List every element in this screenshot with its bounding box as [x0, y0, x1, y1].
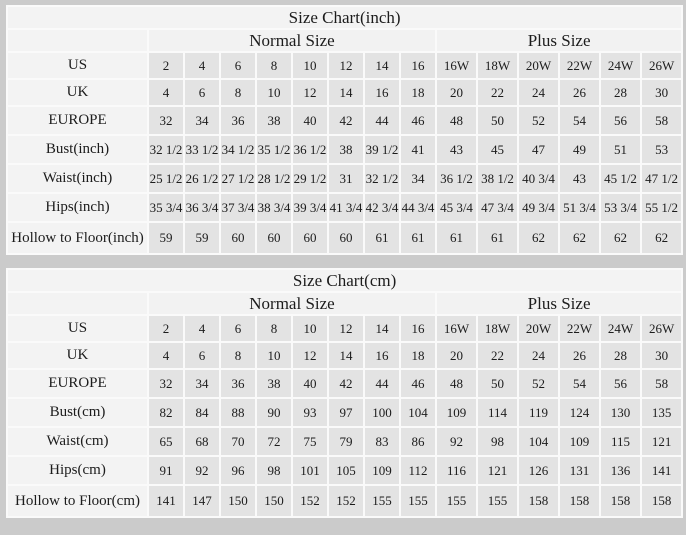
size-cell: 59: [185, 223, 219, 253]
size-cell: 26: [560, 80, 599, 105]
size-cell: 44: [365, 370, 399, 397]
row-label: US: [8, 316, 147, 341]
size-cell: 90: [257, 399, 291, 426]
size-cell: 34: [185, 370, 219, 397]
table-title-cm: Size Chart(cm): [8, 270, 681, 291]
size-cell: 121: [642, 428, 681, 455]
size-cell: 50: [478, 370, 517, 397]
size-cell: 59: [149, 223, 183, 253]
size-cell: 10: [293, 53, 327, 78]
row-label: Hips(inch): [8, 194, 147, 221]
size-cell: 91: [149, 457, 183, 484]
size-cell: 55 1/2: [642, 194, 681, 221]
table-row: [8, 136, 681, 163]
table-row: [8, 107, 681, 134]
size-cell: 54: [560, 107, 599, 134]
size-cell: 10: [257, 80, 291, 105]
size-cell: 43: [560, 165, 599, 192]
size-cell: 8: [257, 53, 291, 78]
normal-size-header: Normal Size: [149, 30, 435, 51]
size-cell: 34: [185, 107, 219, 134]
size-cell: 130: [601, 399, 640, 426]
size-cell: 22W: [560, 316, 599, 341]
size-cell: 28 1/2: [257, 165, 291, 192]
table-row: [8, 486, 681, 516]
size-cell: 22: [478, 80, 517, 105]
row-label: EUROPE: [8, 107, 147, 134]
size-cell: 119: [519, 399, 558, 426]
size-cell: 158: [601, 486, 640, 516]
size-cell: 16: [365, 80, 399, 105]
plus-size-header: Plus Size: [437, 30, 681, 51]
size-cell: 155: [401, 486, 435, 516]
size-cell: 51: [601, 136, 640, 163]
table-row: [8, 165, 681, 192]
size-cell: 38: [257, 107, 291, 134]
size-cell: 8: [257, 316, 291, 341]
row-label: Waist(inch): [8, 165, 147, 192]
size-cell: 72: [257, 428, 291, 455]
size-cell: 36 1/2: [437, 165, 476, 192]
size-cell: 121: [478, 457, 517, 484]
size-cell: 32: [149, 107, 183, 134]
size-cell: 30: [642, 80, 681, 105]
size-cell: 4: [149, 80, 183, 105]
size-cell: 46: [401, 107, 435, 134]
size-chart-page: [0, 5, 686, 535]
size-cell: 34 1/2: [221, 136, 255, 163]
size-cell: 65: [149, 428, 183, 455]
size-cell: 98: [257, 457, 291, 484]
size-cell: 60: [257, 223, 291, 253]
size-cell: 155: [478, 486, 517, 516]
size-cell: 141: [642, 457, 681, 484]
size-cell: 97: [329, 399, 363, 426]
size-cell: 61: [365, 223, 399, 253]
size-cell: 35 1/2: [257, 136, 291, 163]
size-cell: 28: [601, 80, 640, 105]
size-cell: 48: [437, 370, 476, 397]
size-cell: 28: [601, 343, 640, 368]
size-cell: 96: [221, 457, 255, 484]
size-cell: 6: [185, 80, 219, 105]
row-label: Bust(inch): [8, 136, 147, 163]
size-cell: 53: [642, 136, 681, 163]
table-row: [8, 53, 681, 78]
size-cell: 14: [365, 53, 399, 78]
size-cell: 39 1/2: [365, 136, 399, 163]
size-cell: 26 1/2: [185, 165, 219, 192]
size-cell: 27 1/2: [221, 165, 255, 192]
size-cell: 16: [401, 316, 435, 341]
size-cell: 14: [365, 316, 399, 341]
size-cell: 22W: [560, 53, 599, 78]
size-cell: 32 1/2: [149, 136, 183, 163]
size-cell: 38 3/4: [257, 194, 291, 221]
table-row: [8, 399, 681, 426]
size-cell: 44 3/4: [401, 194, 435, 221]
size-cell: 20: [437, 80, 476, 105]
table-row: [8, 316, 681, 341]
size-cell: 56: [601, 107, 640, 134]
size-cell: 20W: [519, 316, 558, 341]
size-cell: 150: [257, 486, 291, 516]
size-cell: 12: [329, 53, 363, 78]
size-cell: 62: [601, 223, 640, 253]
size-cell: 41 3/4: [329, 194, 363, 221]
size-cell: 58: [642, 370, 681, 397]
size-cell: 12: [293, 80, 327, 105]
size-cell: 147: [185, 486, 219, 516]
row-label: Hollow to Floor(inch): [8, 223, 147, 253]
size-table-body: [8, 316, 681, 516]
size-cell: 46: [401, 370, 435, 397]
size-cell: 32: [149, 370, 183, 397]
size-cell: 31: [329, 165, 363, 192]
size-cell: 155: [437, 486, 476, 516]
size-cell: 114: [478, 399, 517, 426]
size-cell: 45 3/4: [437, 194, 476, 221]
size-cell: 2: [149, 316, 183, 341]
size-cell: 158: [560, 486, 599, 516]
size-cell: 47 1/2: [642, 165, 681, 192]
size-cell: 60: [329, 223, 363, 253]
size-cell: 61: [478, 223, 517, 253]
size-cell: 36: [221, 370, 255, 397]
size-cell: 136: [601, 457, 640, 484]
size-cell: 4: [149, 343, 183, 368]
size-cell: 18: [401, 80, 435, 105]
size-cell: 18W: [478, 53, 517, 78]
size-cell: 24: [519, 343, 558, 368]
size-cell: 39 3/4: [293, 194, 327, 221]
size-cell: 14: [329, 80, 363, 105]
size-cell: 104: [519, 428, 558, 455]
size-cell: 33 1/2: [185, 136, 219, 163]
table-row: [8, 428, 681, 455]
size-cell: 2: [149, 53, 183, 78]
size-cell: 135: [642, 399, 681, 426]
row-label: Bust(cm): [8, 399, 147, 426]
size-cell: 58: [642, 107, 681, 134]
size-cell: 50: [478, 107, 517, 134]
size-cell: 20W: [519, 53, 558, 78]
size-cell: 88: [221, 399, 255, 426]
size-cell: 42 3/4: [365, 194, 399, 221]
size-cell: 141: [149, 486, 183, 516]
size-cell: 35 3/4: [149, 194, 183, 221]
size-cell: 32 1/2: [365, 165, 399, 192]
size-cell: 92: [185, 457, 219, 484]
size-cell: 61: [437, 223, 476, 253]
size-cell: 62: [560, 223, 599, 253]
size-cell: 158: [642, 486, 681, 516]
row-label: US: [8, 53, 147, 78]
size-cell: 155: [365, 486, 399, 516]
size-cell: 10: [293, 316, 327, 341]
size-cell: 60: [293, 223, 327, 253]
size-cell: 93: [293, 399, 327, 426]
group-header-row: [8, 293, 681, 314]
corner-cell: [8, 293, 147, 314]
size-cell: 38: [257, 370, 291, 397]
size-cell: 62: [519, 223, 558, 253]
size-cell: 36: [221, 107, 255, 134]
size-cell: 68: [185, 428, 219, 455]
row-label: Hips(cm): [8, 457, 147, 484]
table-row: [8, 194, 681, 221]
size-cell: 8: [221, 80, 255, 105]
size-cell: 44: [365, 107, 399, 134]
size-cell: 4: [185, 316, 219, 341]
size-cell: 105: [329, 457, 363, 484]
size-cell: 26: [560, 343, 599, 368]
size-table-body: [8, 53, 681, 253]
size-cell: 16: [365, 343, 399, 368]
size-cell: 10: [257, 343, 291, 368]
table-row: [8, 457, 681, 484]
size-cell: 62: [642, 223, 681, 253]
size-cell: 36 3/4: [185, 194, 219, 221]
size-cell: 45: [478, 136, 517, 163]
size-cell: 40: [293, 107, 327, 134]
row-label: UK: [8, 80, 147, 105]
row-label: EUROPE: [8, 370, 147, 397]
size-cell: 84: [185, 399, 219, 426]
size-cell: 112: [401, 457, 435, 484]
title-row: [8, 7, 681, 28]
size-cell: 8: [221, 343, 255, 368]
size-cell: 26W: [642, 316, 681, 341]
table-row: [8, 223, 681, 253]
size-cell: 51 3/4: [560, 194, 599, 221]
size-chart-inch-table: [6, 5, 683, 255]
size-cell: 79: [329, 428, 363, 455]
size-cell: 100: [365, 399, 399, 426]
size-cell: 152: [329, 486, 363, 516]
size-cell: 104: [401, 399, 435, 426]
size-cell: 98: [478, 428, 517, 455]
size-cell: 131: [560, 457, 599, 484]
size-cell: 42: [329, 107, 363, 134]
table-title-inch: Size Chart(inch): [8, 7, 681, 28]
size-cell: 38: [329, 136, 363, 163]
size-cell: 47: [519, 136, 558, 163]
table-row: [8, 370, 681, 397]
size-cell: 45 1/2: [601, 165, 640, 192]
size-cell: 40: [293, 370, 327, 397]
size-cell: 24W: [601, 316, 640, 341]
size-cell: 48: [437, 107, 476, 134]
size-cell: 150: [221, 486, 255, 516]
size-cell: 18W: [478, 316, 517, 341]
size-cell: 12: [329, 316, 363, 341]
size-cell: 24W: [601, 53, 640, 78]
size-cell: 54: [560, 370, 599, 397]
size-cell: 152: [293, 486, 327, 516]
size-cell: 25 1/2: [149, 165, 183, 192]
size-cell: 16W: [437, 53, 476, 78]
size-cell: 12: [293, 343, 327, 368]
size-cell: 75: [293, 428, 327, 455]
size-cell: 24: [519, 80, 558, 105]
size-cell: 52: [519, 107, 558, 134]
size-cell: 49: [560, 136, 599, 163]
size-cell: 61: [401, 223, 435, 253]
size-cell: 26W: [642, 53, 681, 78]
size-chart-cm-table: [6, 268, 683, 518]
size-cell: 86: [401, 428, 435, 455]
size-cell: 29 1/2: [293, 165, 327, 192]
size-cell: 41: [401, 136, 435, 163]
size-cell: 16W: [437, 316, 476, 341]
size-cell: 43: [437, 136, 476, 163]
size-cell: 20: [437, 343, 476, 368]
size-cell: 38 1/2: [478, 165, 517, 192]
size-cell: 22: [478, 343, 517, 368]
title-row: [8, 270, 681, 291]
plus-size-header: Plus Size: [437, 293, 681, 314]
size-cell: 37 3/4: [221, 194, 255, 221]
size-cell: 158: [519, 486, 558, 516]
size-cell: 53 3/4: [601, 194, 640, 221]
group-header-row: [8, 30, 681, 51]
size-cell: 109: [365, 457, 399, 484]
size-cell: 60: [221, 223, 255, 253]
row-label: Hollow to Floor(cm): [8, 486, 147, 516]
table-row: [8, 80, 681, 105]
size-cell: 6: [221, 53, 255, 78]
size-cell: 36 1/2: [293, 136, 327, 163]
size-cell: 18: [401, 343, 435, 368]
size-cell: 115: [601, 428, 640, 455]
size-cell: 47 3/4: [478, 194, 517, 221]
size-cell: 30: [642, 343, 681, 368]
size-cell: 82: [149, 399, 183, 426]
size-cell: 83: [365, 428, 399, 455]
size-cell: 56: [601, 370, 640, 397]
size-cell: 42: [329, 370, 363, 397]
size-cell: 16: [401, 53, 435, 78]
normal-size-header: Normal Size: [149, 293, 435, 314]
row-label: Waist(cm): [8, 428, 147, 455]
size-cell: 109: [437, 399, 476, 426]
size-cell: 4: [185, 53, 219, 78]
size-cell: 6: [185, 343, 219, 368]
size-cell: 116: [437, 457, 476, 484]
size-cell: 92: [437, 428, 476, 455]
table-row: [8, 343, 681, 368]
size-cell: 70: [221, 428, 255, 455]
size-cell: 126: [519, 457, 558, 484]
size-cell: 34: [401, 165, 435, 192]
size-cell: 124: [560, 399, 599, 426]
size-cell: 14: [329, 343, 363, 368]
size-cell: 52: [519, 370, 558, 397]
size-cell: 40 3/4: [519, 165, 558, 192]
corner-cell: [8, 30, 147, 51]
size-cell: 101: [293, 457, 327, 484]
size-cell: 109: [560, 428, 599, 455]
size-cell: 6: [221, 316, 255, 341]
size-cell: 49 3/4: [519, 194, 558, 221]
row-label: UK: [8, 343, 147, 368]
